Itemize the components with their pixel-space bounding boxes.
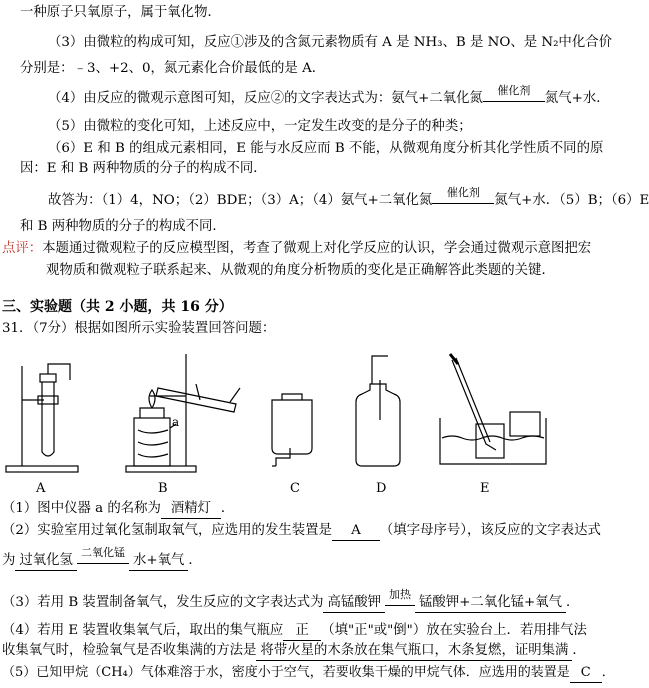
answer-line (2, 587, 580, 613)
answer-blank: 酒精灯 (161, 500, 221, 519)
answer-line (2, 545, 202, 571)
text-line: 和 B 两种物质的分子的构成不同． (20, 219, 226, 234)
catalyst-label: 二氧化锰 (80, 545, 125, 559)
apparatus-label: C (290, 481, 300, 496)
answer-blank: 锰酸钾+二氧化锰+氧气 (415, 594, 566, 613)
text-line: 分别是：﹣3、+2、0，氮元素化合价最低的是 A． (20, 61, 326, 76)
reaction-arrow (77, 545, 129, 568)
answer-text: （1）图中仪器 a 的名称为 (2, 501, 161, 516)
reaction-arrow (432, 185, 494, 208)
answer-blank: 过氧化氢 (15, 552, 77, 571)
text-line: （3）由微粒的构成可知，反应①涉及的含氮元素物质有 A 是 NH₃、B 是 NO、是 N₂中化合价 (48, 35, 612, 50)
answer-blank: 正 (283, 622, 321, 641)
question-title: 31．（7分）根据如图所示实验装置回答问题： (2, 321, 276, 336)
answer-blank: C (570, 664, 602, 683)
apparatus-label: A (36, 481, 46, 496)
text-segment: （4）由反应的微观示意图可知，反应②的文字表达式为：氨气+二氧化氮 (48, 91, 483, 106)
answer-text: ． (572, 643, 586, 658)
answer-blank: 将带火星的木条放在集气瓶口，木条复燃，证明集满 (256, 642, 572, 661)
apparatus-label: E (480, 481, 490, 496)
comment-label: 点评： (2, 241, 43, 256)
text-line (48, 185, 649, 210)
reaction-arrow (385, 587, 415, 610)
answer-line (2, 622, 587, 641)
answer-text: ． (601, 665, 615, 680)
text-segment: 氮气+水． (544, 91, 610, 106)
answer-line (2, 642, 586, 661)
answer-text: ． (220, 501, 235, 516)
answer-line (2, 500, 234, 519)
apparatus-label: B (158, 481, 168, 496)
answer-text: （4）若用 E 装置收集氧气后，取出的集气瓶应 (2, 623, 284, 638)
text-line: 一种原子只氧原子，属于氧化物． (20, 5, 221, 20)
answer-blank: 高锰酸钾 (323, 594, 385, 613)
answer-text: （3）若用 B 装置制备氧气，发生反应的文字表达式为 (2, 595, 324, 610)
text-line: （5）由微粒的变化可知，上述反应中，一定发生改变的是分子的种类； (48, 119, 472, 134)
answer-text: （5）已知甲烷（CH₄）气体难溶于水，密度小于空气，若要收集干燥的甲烷气体．应选用的装置是 (2, 665, 570, 680)
catalyst-label: 催化剂 (446, 185, 480, 199)
text-segment: 氮气+水．（5）B；（6）E (494, 193, 649, 208)
answer-line (2, 522, 601, 541)
reaction-arrow (483, 83, 545, 106)
catalyst-label: 催化剂 (497, 83, 531, 97)
apparatus-figure (0, 340, 626, 500)
answer-text: （填"正"或"倒"）放在实验台上．若用排气法 (321, 623, 587, 638)
answer-text: 为 (2, 553, 16, 568)
apparatus-label: D (376, 481, 387, 496)
apparatus-d (356, 356, 400, 466)
comment-line (2, 240, 591, 258)
answer-blank: 水+氧气 (129, 552, 188, 571)
comment-line: 观物质和微观粒子联系起来、从微观的角度分析物质的变化是正确解答此类题的关键． (46, 263, 555, 278)
text-line: （6）E 和 B 的组成元素相同，E 能与水反应而 B 不能，从微观角度分析其化学性质不同的原 (48, 141, 604, 156)
label-a-pointer: a (172, 415, 180, 429)
apparatus-b (126, 354, 240, 472)
text-line (48, 83, 610, 108)
answer-blank: A (332, 522, 380, 541)
answer-text: ． (566, 595, 580, 610)
answer-line (2, 664, 615, 683)
catalyst-label: 加热 (389, 587, 412, 601)
section-heading: 三、实验题（共 2 小题，共 16 分） (2, 299, 233, 315)
text-line: 因：E 和 B 两种物质的分子的构成不同． (20, 161, 267, 176)
apparatus-c (272, 394, 312, 466)
apparatus-a (6, 364, 78, 472)
comment-text: 本题通过微观粒子的反应模型图，考查了微观上对化学反应的认识，学会通过微观示意图把宏 (42, 241, 592, 256)
answer-text: ． (188, 553, 202, 568)
answer-text: 收集氧气时，检验氧气是否收集满的方法是 (2, 643, 257, 658)
answer-text: （填字母序号），该反应的文字表达式 (379, 523, 601, 538)
text-segment: 故答为：（1）4，NO；（2）BDE；（3）A；（4）氨气+二氧化氮 (48, 193, 433, 208)
apparatus-e (440, 354, 546, 464)
answer-text: （2）实验室用过氧化氢制取氧气，应选用的发生装置是 (2, 523, 332, 538)
